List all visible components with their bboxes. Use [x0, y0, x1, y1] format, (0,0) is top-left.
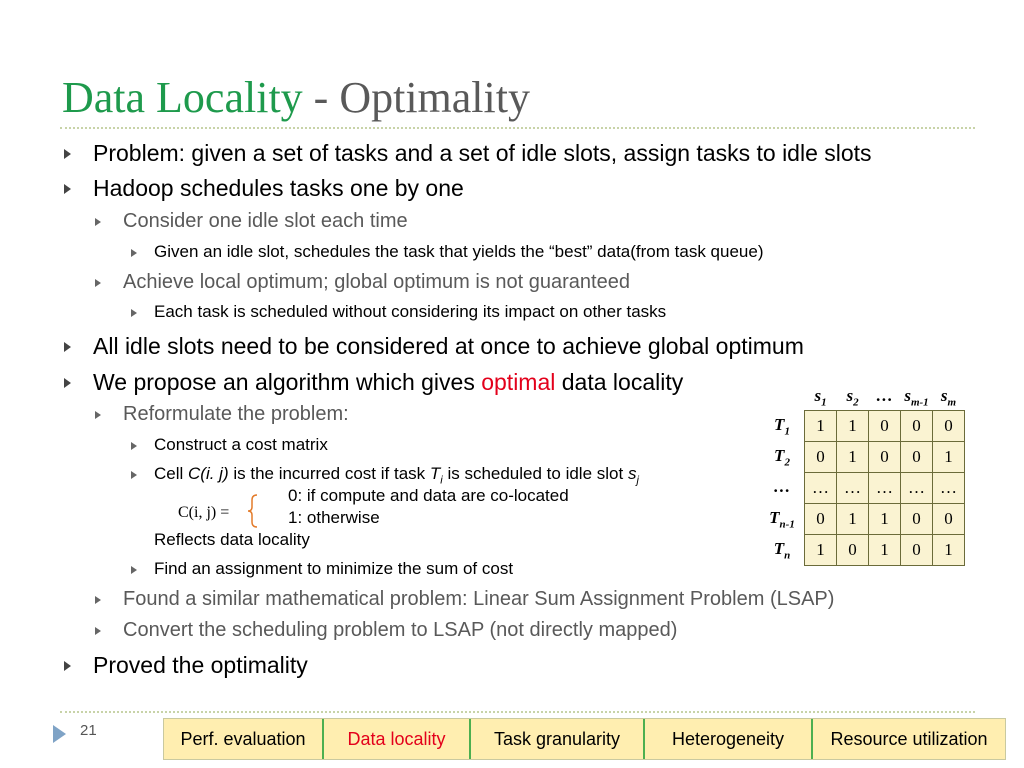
matrix-cell: 0	[901, 504, 933, 535]
bullet-propose	[93, 369, 683, 396]
cell-s: s	[627, 464, 637, 483]
bullet-arrow-icon	[95, 218, 101, 226]
bullet-arrow-icon	[131, 309, 137, 317]
matrix-cell: 1	[933, 442, 965, 473]
cost-matrix	[760, 384, 965, 566]
row-label: $T_{n-1}$	[769, 507, 795, 531]
bullet-convert: Convert the scheduling problem to LSAP (not directly mapped)	[123, 619, 678, 641]
bullet-find: Find an assignment to minimize the sum of cost	[154, 559, 514, 578]
matrix-cell: 0	[837, 535, 869, 566]
bullet-arrow-icon	[95, 411, 101, 419]
cell-pre: Cell	[154, 464, 189, 483]
bullet-proved: Proved the optimality	[93, 652, 308, 678]
bullet-arrow-icon	[64, 661, 71, 671]
matrix-cell: 0	[901, 535, 933, 566]
bullet-each: Each task is scheduled without considering its impact on other tasks	[154, 302, 667, 321]
col-header: …	[876, 385, 893, 405]
bullet-given: Given an idle slot, schedules the task that yields the “best” data(from task queue)	[154, 242, 764, 261]
reflects-text: Reflects data locality	[154, 530, 310, 549]
page-number: 21	[80, 722, 97, 739]
matrix-cell: 1	[805, 535, 837, 566]
title-divider	[60, 127, 975, 129]
play-icon[interactable]	[53, 725, 66, 743]
bullet-found: Found a similar mathematical problem: Linear Sum Assignment Problem (LSAP)	[123, 588, 835, 610]
bullet-achieve: Achieve local optimum; global optimum is not guaranteed	[123, 271, 630, 293]
matrix-cell: 0	[933, 411, 965, 442]
formula-case0: 0: if compute and data are co-located	[288, 486, 569, 505]
bullet-arrow-icon	[95, 596, 101, 604]
formula-lhs: C(i, j) =	[178, 504, 230, 521]
matrix-cell: 0	[901, 411, 933, 442]
bullet-consider: Consider one idle slot each time	[123, 210, 408, 232]
matrix-cell: 0	[869, 411, 901, 442]
bullet-cell	[154, 464, 639, 486]
bullet-problem: Problem: given a set of tasks and a set of idle slots, assign tasks to idle slots	[93, 140, 872, 166]
bullet-arrow-icon	[131, 249, 137, 257]
matrix-cell: 0	[805, 504, 837, 535]
nav-heterogeneity[interactable]: Heterogeneity	[645, 719, 813, 759]
col-header: $s_1$	[814, 385, 827, 409]
footer-divider	[60, 711, 975, 713]
matrix-cell: 1	[869, 504, 901, 535]
formula-case1: 1: otherwise	[288, 508, 380, 527]
cell-mid: is the incurred cost if task	[228, 464, 430, 483]
bullet-hadoop: Hadoop schedules tasks one by one	[93, 175, 464, 201]
bullet-arrow-icon	[131, 471, 137, 479]
matrix-row	[760, 504, 965, 535]
bullet-arrow-icon	[64, 378, 71, 388]
matrix-row	[760, 411, 965, 442]
matrix-cell: 0	[805, 442, 837, 473]
title-sub: - Optimality	[313, 73, 530, 122]
nav-task-granularity[interactable]: Task granularity	[471, 719, 645, 759]
bullet-reformulate: Reformulate the problem:	[123, 403, 349, 425]
matrix-corner	[760, 384, 805, 411]
matrix-cell: 1	[837, 411, 869, 442]
nav-perf-evaluation[interactable]: Perf. evaluation	[164, 719, 324, 759]
title-main: Data Locality	[62, 73, 303, 122]
matrix-header-row	[760, 384, 965, 411]
matrix-cell: 1	[837, 442, 869, 473]
bullet-construct: Construct a cost matrix	[154, 435, 328, 454]
matrix-cell: …	[805, 473, 837, 504]
matrix-row	[760, 442, 965, 473]
matrix-row	[760, 473, 965, 504]
matrix-cell: …	[933, 473, 965, 504]
cell-j: j	[636, 474, 639, 487]
bullet-arrow-icon	[64, 149, 71, 159]
propose-optimal: optimal	[481, 369, 556, 395]
row-label: $T_n$	[773, 538, 791, 562]
cell-T: T	[429, 464, 441, 483]
matrix-cell: …	[901, 473, 933, 504]
section-nav	[163, 718, 1006, 760]
brace-icon	[248, 494, 258, 528]
bullet-arrow-icon	[64, 184, 71, 194]
matrix-cell: 1	[837, 504, 869, 535]
matrix-cell: …	[837, 473, 869, 504]
bullet-arrow-icon	[95, 279, 101, 287]
propose-post: data locality	[555, 369, 684, 395]
matrix-cell: 1	[869, 535, 901, 566]
col-header: $s_m$	[940, 385, 957, 409]
slide-title	[62, 72, 530, 124]
bullet-all: All idle slots need to be considered at once to achieve global optimum	[93, 333, 804, 359]
row-label: $T_1$	[774, 414, 790, 438]
propose-pre: We propose an algorithm which gives	[93, 369, 482, 395]
cell-i: i	[440, 474, 443, 487]
matrix-cell: 0	[869, 442, 901, 473]
matrix-cell: 0	[901, 442, 933, 473]
cell-post: is scheduled to idle slot	[442, 464, 628, 483]
bullet-arrow-icon	[131, 442, 137, 450]
row-label: …	[773, 476, 791, 496]
row-label: $T_2$	[774, 445, 790, 469]
col-header: $s_2$	[846, 385, 859, 409]
nav-resource-utilization[interactable]: Resource utilization	[813, 719, 1005, 759]
cell-cij: C(i. j)	[188, 464, 229, 483]
col-header: $s_{m-1}$	[904, 385, 929, 409]
matrix-cell: 1	[933, 535, 965, 566]
bullet-arrow-icon	[64, 342, 71, 352]
nav-data-locality[interactable]: Data locality	[324, 719, 471, 759]
matrix-row	[760, 535, 965, 566]
bullet-arrow-icon	[95, 627, 101, 635]
matrix-cell: 0	[933, 504, 965, 535]
bullet-arrow-icon	[131, 566, 137, 574]
matrix-cell: …	[869, 473, 901, 504]
matrix-cell: 1	[805, 411, 837, 442]
